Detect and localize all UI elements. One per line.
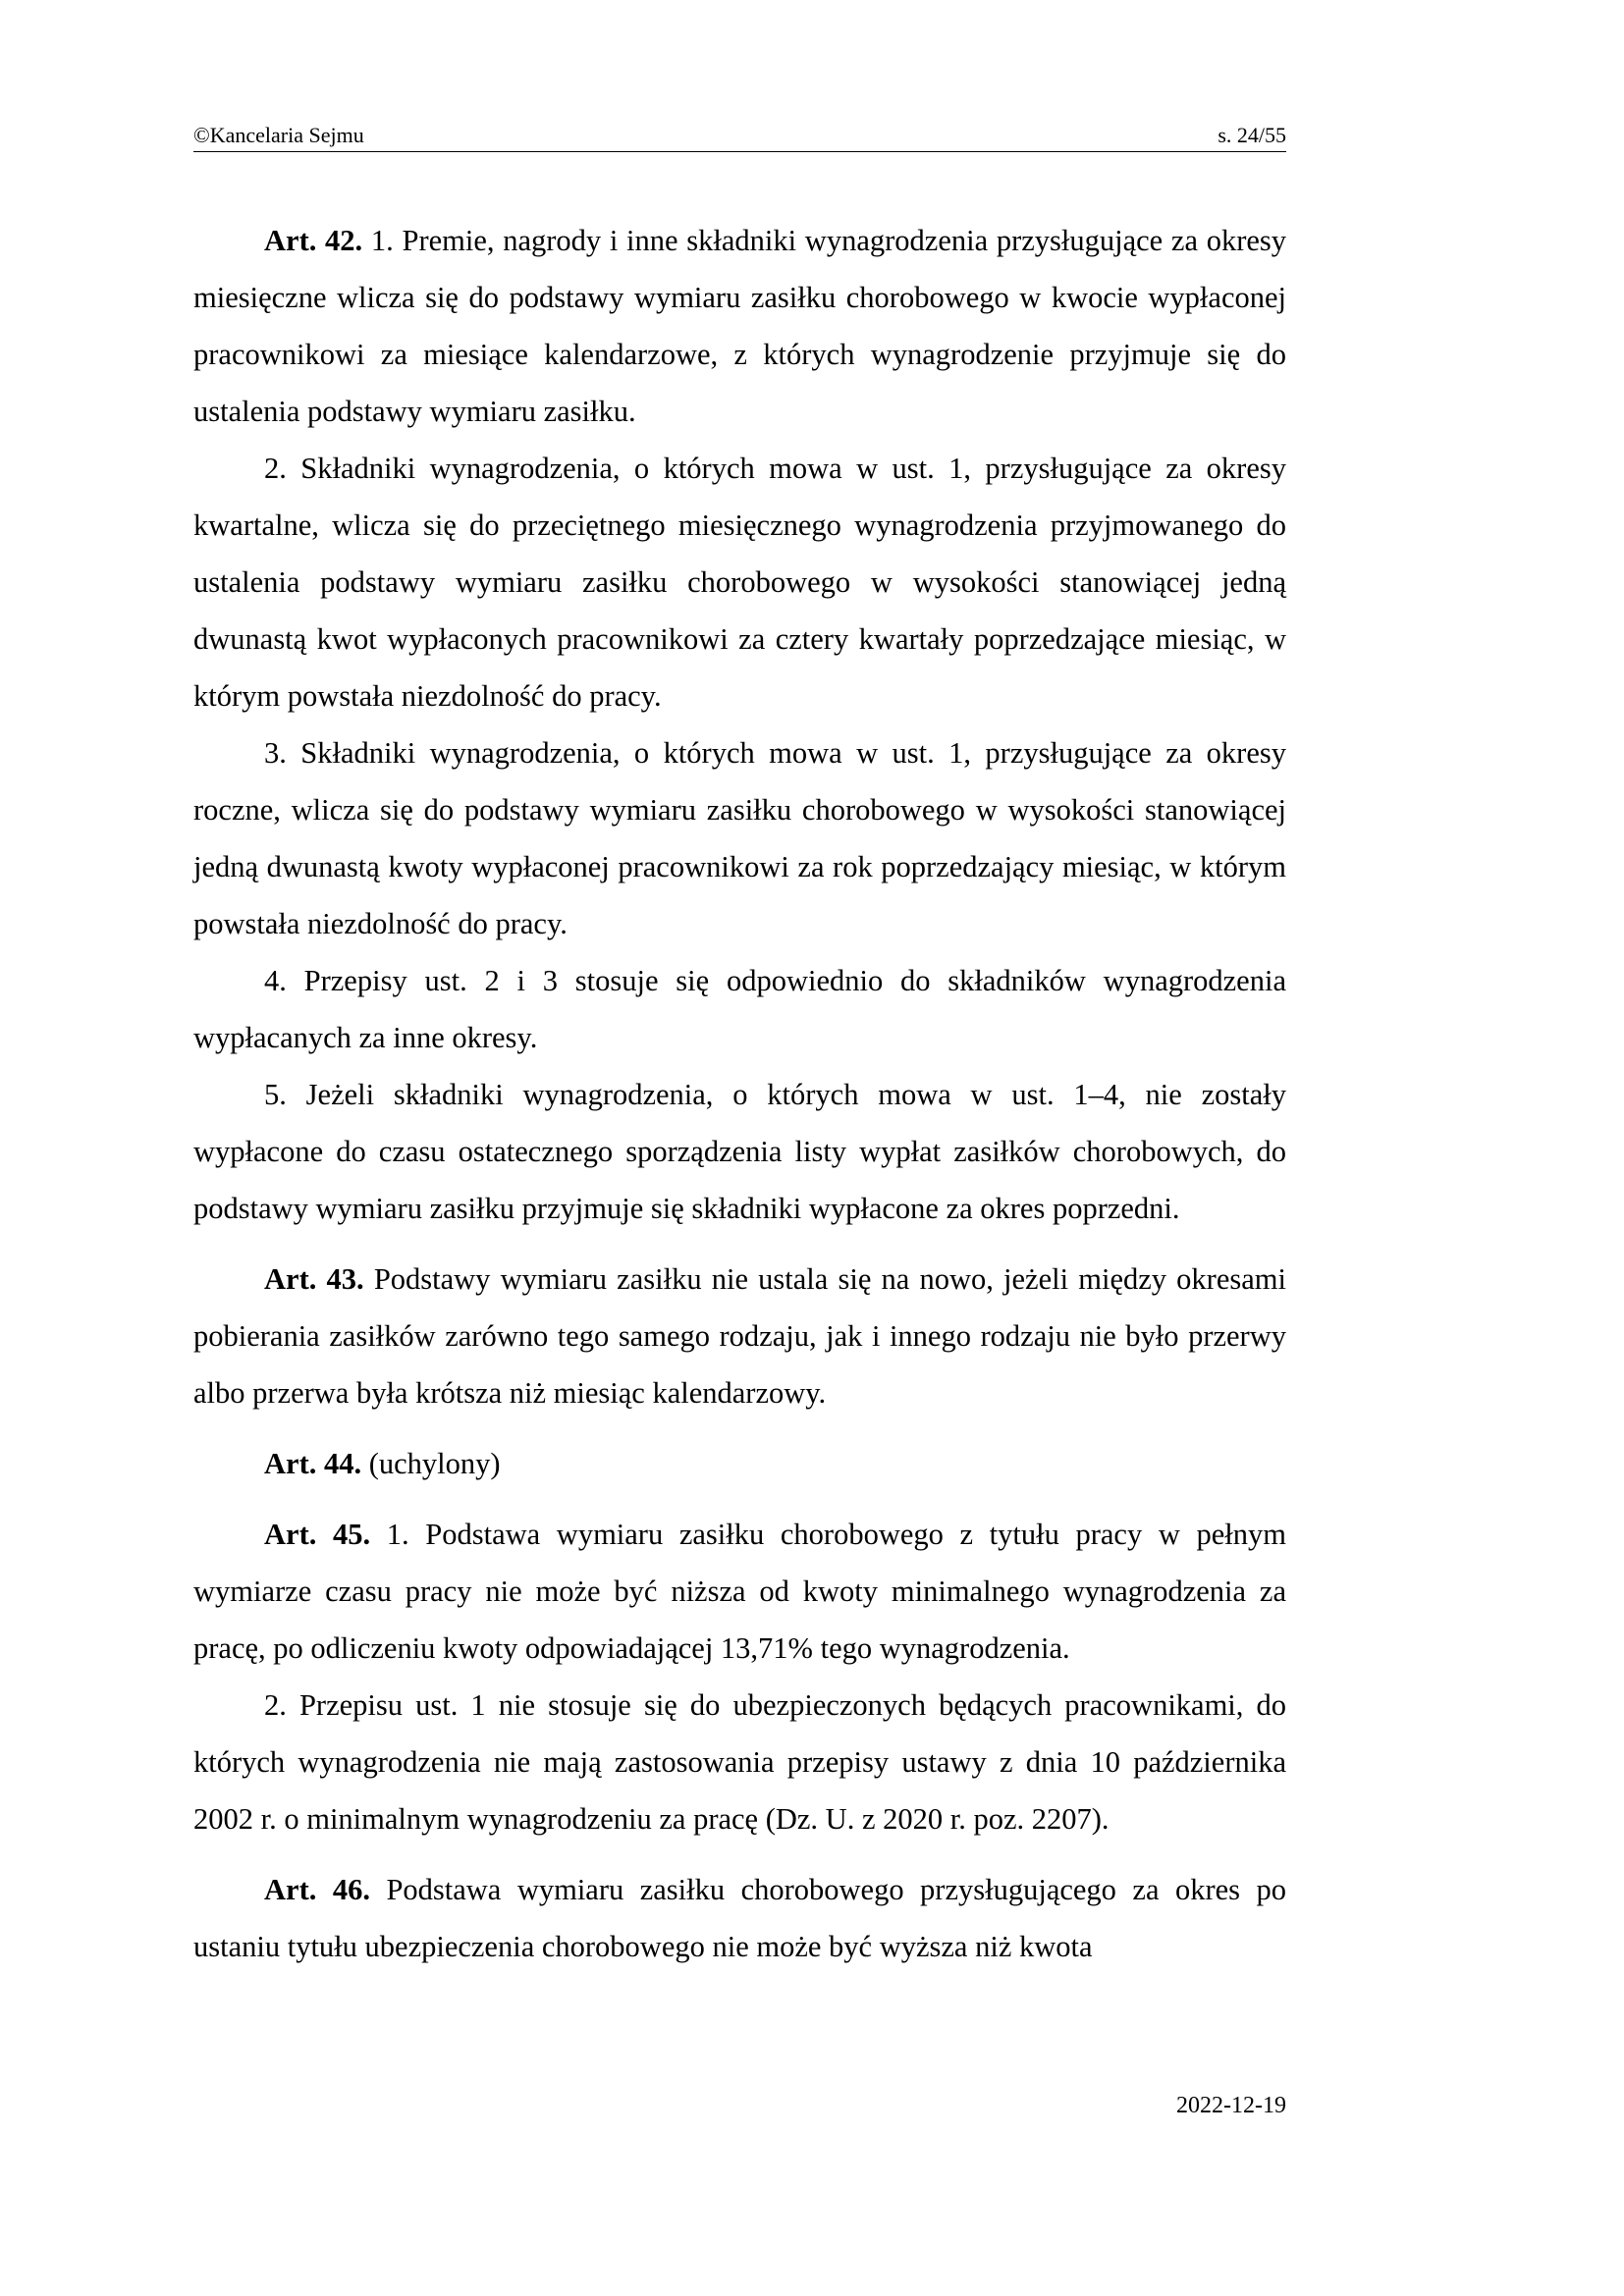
paragraph-text: Podstawy wymiaru zasiłku nie ustala się na nowo, jeżeli między okresami pobierania zasiłków zarówno tego samego rodzaju, jak i innego rodzaju nie było przerwy albo przerwa była krótsza niż miesiąc kalendarzowy. [193,1262,1286,1410]
paragraph-text: 2. Przepisu ust. 1 nie stosuje się do ubezpieczonych będących pracownikami, do których wynagrodzenia nie mają zastosowania przepisy ustawy z dnia 10 października 2002 r. o minimalnym wynagrodzeniu za pracę (Dz. U. z 2020 r. poz. 2207). [193,1688,1286,1836]
article-paragraph [193,1435,1286,1492]
paragraph-text: 1. Podstawa wymiaru zasiłku chorobowego z tytułu pracy w pełnym wymiarze czasu pracy nie może być niższa od kwoty minimalnego wynagrodzenia za pracę, po odliczeniu kwoty odpowiadającej 13,71% tego wynagrodzenia. [193,1518,1286,1665]
article-label: Art. 44. [264,1447,362,1480]
article-label: Art. 46. [264,1873,370,1906]
article-paragraph [193,212,1286,440]
article-45 [193,1506,1286,1847]
paragraph-text: (uchylony) [368,1447,501,1480]
article-label: Art. 42. [264,224,363,257]
article-paragraph [193,1861,1286,1975]
article-paragraph [193,952,1286,1066]
paragraph-text: 1. Premie, nagrody i inne składniki wynagrodzenia przysługujące za okresy miesięczne wlicza się do podstawy wymiaru zasiłku chorobowego w kwocie wypłaconej pracownikowi za miesiące kalendarzowe, z których wynagrodzenie przyjmuje się do ustalenia podstawy wymiaru zasiłku. [193,224,1287,428]
article-44 [193,1435,1286,1492]
article-paragraph [193,1677,1286,1847]
header-publisher: ©Kancelaria Sejmu [193,123,364,147]
article-43 [193,1251,1286,1421]
paragraph-text: 3. Składniki wynagrodzenia, o których mowa w ust. 1, przysługujące za okresy roczne, wlicza się do podstawy wymiaru zasiłku chorobowego w wysokości stanowiącej jedną dwunastą kwoty wypłaconej pracownikowi za rok poprzedzający miesiąc, w którym powstała niezdolność do pracy. [193,736,1286,940]
article-paragraph [193,1506,1286,1677]
article-paragraph [193,724,1286,952]
article-label: Art. 45. [264,1518,371,1551]
article-42 [193,212,1286,1237]
header-page-number: s. 24/55 [1218,123,1286,147]
article-paragraph [193,1251,1286,1421]
page-header [193,124,1286,152]
article-paragraph [193,440,1286,724]
paragraph-text: 4. Przepisy ust. 2 i 3 stosuje się odpowiednio do składników wynagrodzenia wypłacanych za inne okresy. [193,964,1286,1054]
footer-date: 2022-12-19 [1176,2093,1286,2118]
paragraph-text: 5. Jeżeli składniki wynagrodzenia, o których mowa w ust. 1–4, nie zostały wypłacone do czasu ostatecznego sporządzenia listy wypłat zasiłków chorobowych, do podstawy wymiaru zasiłku przyjmuje się składniki wypłacone za okres poprzedni. [193,1078,1286,1225]
article-46 [193,1861,1286,1975]
paragraph-text: 2. Składniki wynagrodzenia, o których mowa w ust. 1, przysługujące za okresy kwartalne, wlicza się do przeciętnego miesięcznego wynagrodzenia przyjmowanego do ustalenia podstawy wymiaru zasiłku chorobowego w wysokości stanowiącej jedną dwunastą kwot wypłaconych pracownikowi za cztery kwartały poprzedzające miesiąc, w którym powstała niezdolność do pracy. [193,452,1286,713]
document-body [193,212,1286,1989]
article-paragraph [193,1066,1286,1237]
article-label: Art. 43. [264,1262,364,1296]
paragraph-text: Podstawa wymiaru zasiłku chorobowego przysługującego za okres po ustaniu tytułu ubezpieczenia chorobowego nie może być wyższa niż kwota [193,1873,1286,1963]
